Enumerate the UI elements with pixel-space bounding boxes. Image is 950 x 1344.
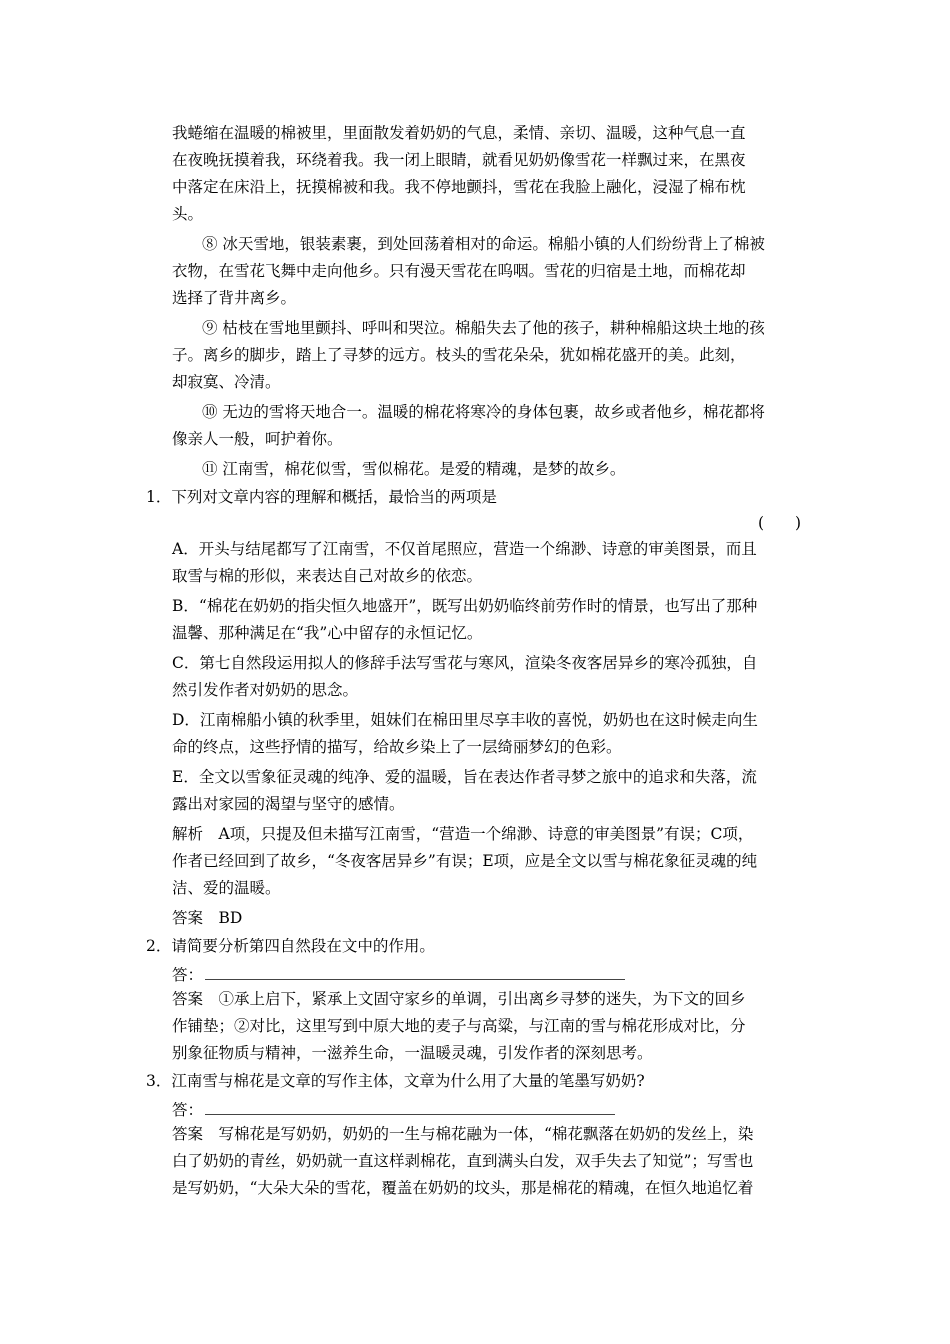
p7-line-4: 头。 [172, 205, 204, 223]
q1-option-e-line-2: 露出对家园的渴望与坚守的感情。 [172, 795, 405, 813]
q1-stem: 1．下列对文章内容的理解和概括，最恰当的两项是 [146, 488, 497, 506]
q2-answer-line-field[interactable] [172, 963, 625, 985]
q1-answer: 答案 BD [172, 909, 243, 927]
q3-answer-line-3: 是写奶奶，“大朵大朵的雪花，覆盖在奶奶的坟头，那是棉花的精魂，在恒久地追忆着 [172, 1179, 754, 1197]
q2-answer-line-2: 作铺垫；②对比，这里写到中原大地的麦子与高粱，与江南的雪与棉花形成对比，分 [172, 1017, 746, 1035]
q1-analysis-line-3: 洁、爱的温暖。 [172, 879, 281, 897]
p9-line-2: 子。离乡的脚步，踏上了寻梦的远方。枝头的雪花朵朵，犹如棉花盛开的美。此刻， [172, 346, 746, 364]
q1-option-d-line-2: 命的终点，这些抒情的描写，给故乡染上了一层绮丽梦幻的色彩。 [172, 738, 622, 756]
q3-answer-label: 答： [172, 1101, 204, 1119]
q1-answer-bracket: ( ) [758, 514, 802, 532]
q1-option-c-line-2: 然引发作者对奶奶的思念。 [172, 681, 359, 699]
q1-option-b-line-1: B．“棉花在奶奶的指尖恒久地盛开”，既写出奶奶临终前劳作时的情景，也写出了那种 [172, 597, 758, 615]
p9-line-3: 却寂寞、冷清。 [172, 373, 281, 391]
p8-line-3: 选择了背井离乡。 [172, 289, 297, 307]
q3-answer-line-2: 白了奶奶的青丝，奶奶就一直这样剥棉花，直到满头白发，双手失去了知觉”；写雪也 [172, 1152, 754, 1170]
p11-line-1: ⑪ 江南雪，棉花似雪，雪似棉花。是爱的精魂，是梦的故乡。 [202, 460, 626, 478]
q3-stem: 3．江南雪与棉花是文章的写作主体，文章为什么用了大量的笔墨写奶奶? [146, 1072, 645, 1090]
p7-line-2: 在夜晚抚摸着我，环绕着我。我一闭上眼睛，就看见奶奶像雪花一样飘过来，在黑夜 [172, 151, 746, 169]
q2-stem: 2．请简要分析第四自然段在文中的作用。 [146, 937, 435, 955]
p7-line-3: 中落定在床沿上，抚摸棉被和我。我不停地颤抖，雪花在我脸上融化，浸湿了棉布枕 [172, 178, 746, 196]
p8-line-2: 衣物，在雪花飞舞中走向他乡。只有漫天雪花在呜咽。雪花的归宿是土地，而棉花却 [172, 262, 746, 280]
q2-answer-label: 答： [172, 966, 204, 984]
q1-option-b-line-2: 温馨、那种满足在“我”心中留存的永恒记忆。 [172, 624, 483, 642]
q1-analysis-line-1: 解析 A项，只提及但未描写江南雪，“营造一个绵渺、诗意的审美图景”有误；C项， [172, 825, 754, 843]
q1-option-c-line-1: C．第七自然段运用拟人的修辞手法写雪花与寒风，渲染冬夜客居异乡的寒冷孤独，自 [172, 654, 758, 672]
q1-analysis-line-2: 作者已经回到了故乡，“冬夜客居异乡”有误；E项，应是全文以雪与棉花象征灵魂的纯 [172, 852, 758, 870]
p7-line-1: 我蜷缩在温暖的棉被里，里面散发着奶奶的气息，柔情、亲切、温暖，这种气息一直 [172, 124, 746, 142]
q1-option-a-line-1: A．开头与结尾都写了江南雪，不仅首尾照应，营造一个绵渺、诗意的审美图景，而且 [172, 540, 757, 558]
q2-answer-line-1: 答案 ①承上启下，紧承上文固守家乡的单调，引出离乡寻梦的迷失，为下文的回乡 [172, 990, 746, 1008]
q1-option-e-line-1: E．全文以雪象征灵魂的纯净、爱的温暖，旨在表达作者寻梦之旅中的追求和失落，流 [172, 768, 757, 786]
q2-answer-line-3: 别象征物质与精神，一滋养生命，一温暖灵魂，引发作者的深刻思考。 [172, 1044, 653, 1062]
p10-line-2: 像亲人一般，呵护着你。 [172, 430, 343, 448]
q2-answer-blank[interactable] [205, 963, 625, 980]
q3-answer-blank[interactable] [205, 1098, 615, 1115]
q1-option-d-line-1: D．江南棉船小镇的秋季里，姐妹们在棉田里尽享丰收的喜悦，奶奶也在这时候走向生 [172, 711, 758, 729]
q3-answer-line-1: 答案 写棉花是写奶奶，奶奶的一生与棉花融为一体，“棉花飘落在奶奶的发丝上，染 [172, 1125, 754, 1143]
p8-line-1: ⑧ 冰天雪地，银装素裹，到处回荡着相对的命运。棉船小镇的人们纷纷背上了棉被 [202, 235, 765, 253]
q1-option-a-line-2: 取雪与棉的形似，来表达自己对故乡的依恋。 [172, 567, 483, 585]
p10-line-1: ⑩ 无边的雪将天地合一。温暖的棉花将寒冷的身体包裹，故乡或者他乡，棉花都将 [202, 403, 765, 421]
p9-line-1: ⑨ 枯枝在雪地里颤抖、呼叫和哭泣。棉船失去了他的孩子，耕种棉船这块土地的孩 [202, 319, 765, 337]
q3-answer-line-field[interactable] [172, 1098, 615, 1120]
